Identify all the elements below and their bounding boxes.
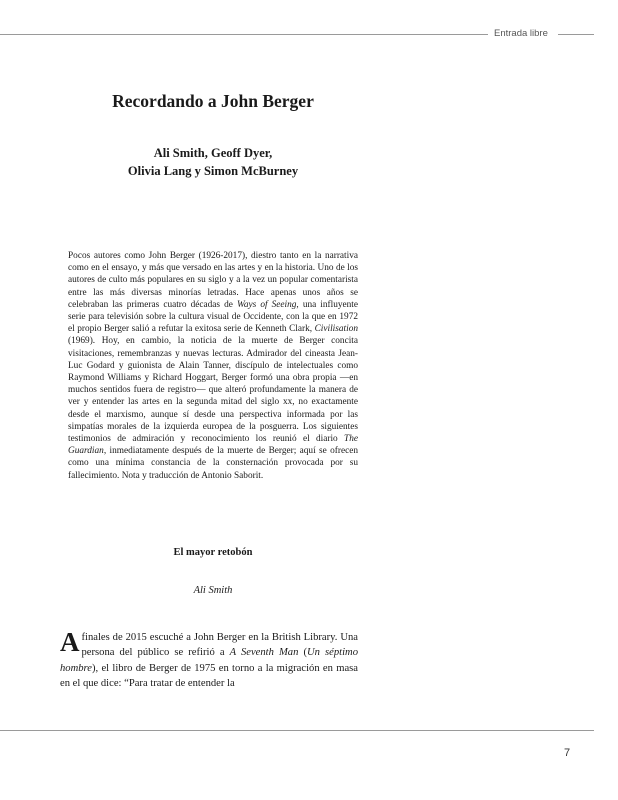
- body-text-1: finales de 2015 escuché a John Berger en la British Library. Una persona del público se refirió a: [81, 632, 358, 659]
- body-title-a-seventh-man: A Seventh Man: [229, 647, 299, 659]
- body-text-3: ), el libro de Berger de 1975 en torno a la migración en masa en el que dice: “Para tratar de entender la: [60, 662, 358, 690]
- authors-line-2: Olivia Lang y Simon McBurney: [127, 164, 299, 178]
- body-title-un-septimo-hombre: Un séptimo hombre: [60, 647, 358, 674]
- running-header: [0, 28, 618, 42]
- intro-title-civilisation: Civilisation: [314, 324, 358, 335]
- body-paragraph: [60, 627, 358, 692]
- intro-text-3: (1969). Hoy, en cambio, la noticia de la muerte de Berger concita visitaciones, remembranzas y nuevas lecturas. Admirador del cineasta Jean-Luc Godard y guionista de Alain Tanner, discípulo de intelectuales como Raymond Williams y Richard Hoggart, Berger formó una obra propia —en muchos sentidos fuera de registro— que alteró profundamente la manera de ver y entender las artes en la segunda mitad del siglo xx, no exactamente desde el marxismo, aunque sí desde una perspectiva informada por las simpatías morales de la izquierda europea de la posguerra. Los siguientes testimonios de admiración y reconocimiento los reunió el diario: [68, 336, 358, 445]
- section-title: El mayor retobón: [173, 547, 253, 558]
- article-authors: [68, 144, 358, 180]
- intro-title-ways-of-seeing: Ways of Seeing: [236, 299, 297, 310]
- intro-text-1: Pocos autores como John Berger (1926-2017), diestro tanto en la narrativa como en el ensayo, y más que versado en las artes y en la historia. Uno de los autores de culto más populares en su siglo y a la vez un popular comentarista entre las más diversas minorías letradas. Hace apenas unos años se celebraban las primeras cuatro décadas de: [68, 251, 358, 310]
- header-rule-right: [558, 34, 594, 35]
- authors-line-1: Ali Smith, Geoff Dyer,: [153, 146, 273, 160]
- header-rule-left: [0, 34, 488, 35]
- intro-title-the-guardian: The Guardian: [68, 434, 358, 457]
- article-title: Recordando a John Berger: [112, 91, 314, 111]
- intro-text-4: , inmediatamente después de la muerte de Berger; aquí se ofrecen como una mínima constancia de la consternación provocada por su fallecimiento. Nota y traducción de Antonio Saborit.: [68, 446, 358, 481]
- footer-rule: [0, 730, 594, 731]
- intro-text-2: , una influyente serie para televisión sobre la cultura visual de Occidente, con la que en 1972 el propio Berger salió a refutar la exitosa serie de Kenneth Clark,: [68, 299, 359, 335]
- body-text-2: (: [298, 647, 308, 659]
- intro-paragraph: [68, 250, 358, 482]
- section-label: Entrada libre: [494, 28, 548, 39]
- drop-cap: A: [60, 627, 80, 657]
- section-author: Ali Smith: [193, 585, 233, 596]
- page-number: 7: [564, 747, 571, 759]
